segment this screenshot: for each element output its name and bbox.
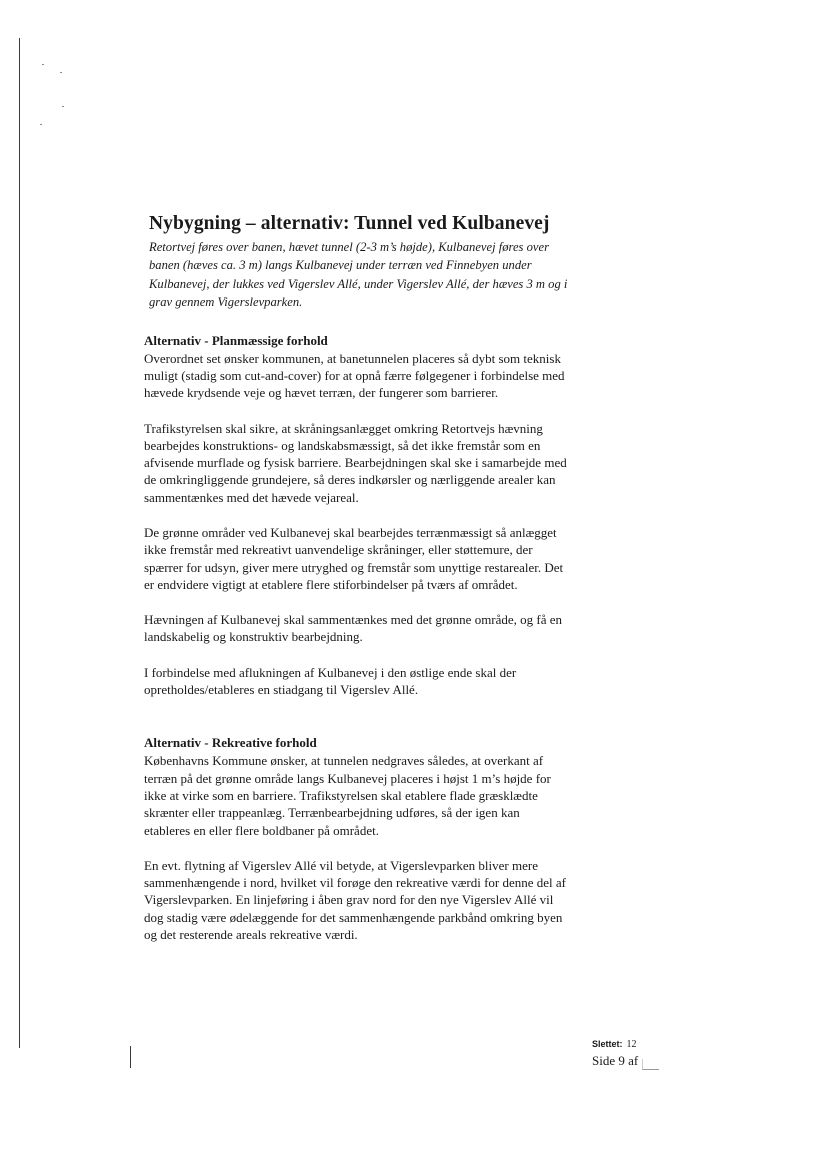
document-body xyxy=(144,212,574,961)
paragraph: De grønne områder ved Kulbanevej skal bearbejdes terrænmæssigt så anlægget ikke fremstår med rekreativt uanvendelige skråninger, eller støttemure, der spærrer for udsyn, giver mere utryghed og fremstår som unyttige restarealer. Det er endvidere vigtigt at etablere flere stiforbindelser på tværs af området. xyxy=(144,525,564,592)
page-number-label: Side 9 af xyxy=(592,1053,639,1068)
paragraph: En evt. flytning af Vigerslev Allé vil betyde, at Vigerslevparken bliver mere sammenhængende i nord, hvilket vil forøge den rekreative værdi for denne del af Vigerslevparken. En linjeføring i åben grav nord for den nye Vigerslev Allé vil dog stadig være ødelæggende for det sammenhængende parkbånd omkring byen og det resterende areals rekreative værdi. xyxy=(144,857,567,943)
tracked-change-note xyxy=(592,1034,682,1052)
paragraph: Trafikstyrelsen skal sikre, at skråningsanlægget omkring Retortvejs hævning bearbejdes konstruktions- og landskabsmæssigt, så det ikke fremstår som en afvisende murflade og fysisk barriere. Bearbejdningen skal ske i samarbejde med de omkringliggende grundejere, så deres indkørsler og nærliggende arealer kan sammentænkes med det hævede vejareal. xyxy=(144,420,567,505)
page-count-field xyxy=(642,1059,659,1070)
paragraph: Overordnet set ønsker kommunen, at banetunnelen placeres så dybt som teknisk muligt (stadig som cut-and-cover) for at opnå færre følgegener i forbindelse med hævede krydsende veje og hævet terræn, der fungerer som barrierer. xyxy=(144,350,565,401)
spacer xyxy=(144,716,574,734)
page-number xyxy=(592,1052,682,1070)
change-bar xyxy=(130,1046,131,1068)
section-heading-recreation: Alternativ - Rekreative forhold xyxy=(144,735,317,751)
margin-line xyxy=(19,38,20,1048)
scan-speck xyxy=(42,64,44,65)
scan-speck xyxy=(62,106,64,107)
scan-speck xyxy=(40,124,42,125)
section-heading-planning: Alternativ - Planmæssige forhold xyxy=(144,332,328,348)
page-title: Nybygning – alternativ: Tunnel ved Kulbanevej xyxy=(149,213,550,234)
paragraph: Københavns Kommune ønsker, at tunnelen nedgraves således, at overkant af terræn på det grønne område langs Kulbanevej placeres i højst 1 m’s højde for ikke at virke som en barriere. Trafikstyrelsen skal etablere flade græsklædte skrænter eller trappeanlæg. Terrænbearbejdning udføres, så der igen kan etableres en eller flere boldbaner på området. xyxy=(144,753,551,838)
scan-speck xyxy=(60,72,62,73)
paragraph: I forbindelse med aflukningen af Kulbanevej i den østlige ende skal der opretholdes/etableres en stiadgang til Vigerslev Allé. xyxy=(144,664,517,698)
paragraph: Hævningen af Kulbanevej skal sammentænkes med det grønne område, og få en landskabelig og konstruktiv bearbejdning. xyxy=(144,612,563,645)
deleted-label: Slettet: xyxy=(592,1039,623,1049)
deleted-value: 12 xyxy=(626,1039,637,1050)
page-footer xyxy=(592,1034,682,1070)
subtitle: Retortvej føres over banen, hævet tunnel (2-3 m’s højde), Kulbanevej føres over banen (hæves ca. 3 m) langs Kulbanevej under terræn ved Finnebyen under Kulbanevej, der lukkes ved Vigerslev Allé, under Vigerslev Allé, der hæves 3 m og i grav gennem Vigerslevparken. xyxy=(149,240,568,310)
